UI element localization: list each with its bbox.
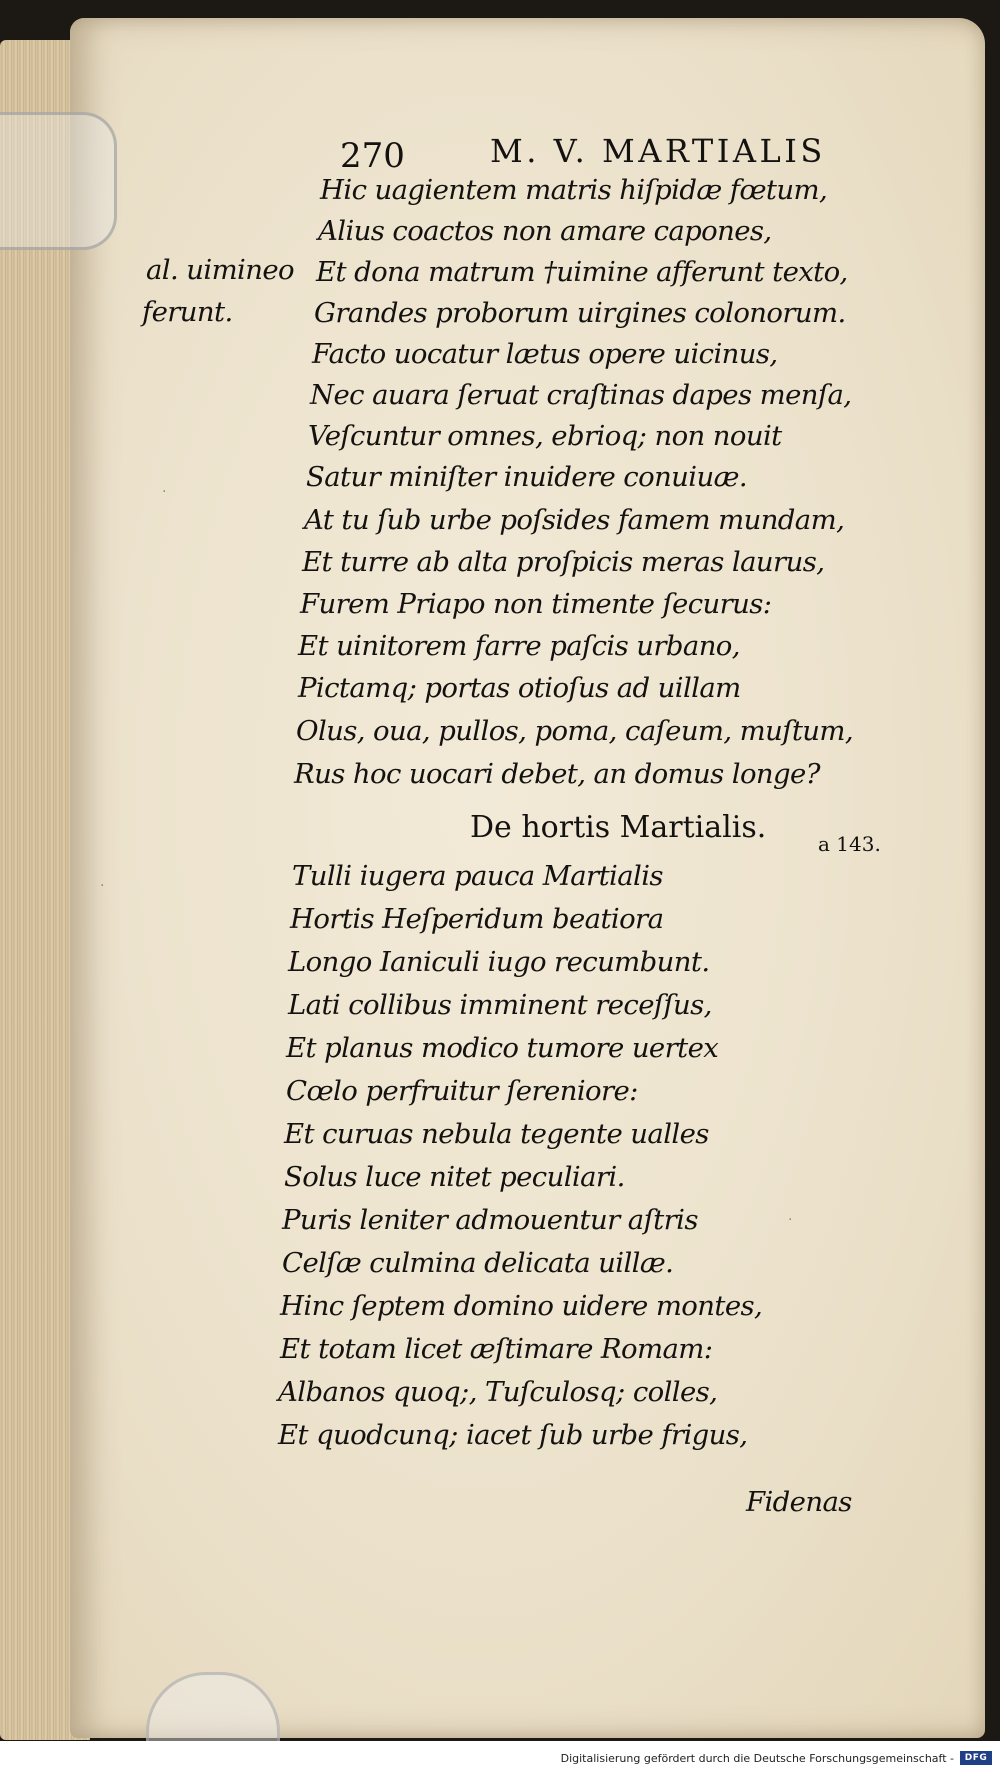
verse-line: Et turre ab alta proſpicis meras laurus, — [302, 546, 825, 578]
verse-line: Hic uagientem matris hiſpidæ fœtum, — [320, 174, 828, 206]
verse-line: Tulli iugera pauca Martialis — [292, 860, 663, 892]
verse-line: Cœlo perfruitur ſereniore: — [286, 1075, 638, 1107]
poem-title: De hortis Martialis. — [470, 810, 767, 845]
verse-line: Et planus modico tumore uertex — [286, 1032, 719, 1064]
verse-line: At tu ſub urbe poſsides famem mundam, — [304, 504, 845, 536]
verse-line: Rus hoc uocari debet, an domus longe? — [294, 758, 820, 790]
verse-line: Pictamq; portas otioſus ad uillam — [298, 672, 741, 704]
verse-line: Celſæ culmina delicata uillæ. — [282, 1247, 674, 1279]
verse-line: Veſcuntur omnes, ebrioq; non nouit — [308, 420, 782, 452]
page-number: 270 — [340, 136, 405, 176]
verse-line: Solus luce nitet peculiari. — [284, 1161, 625, 1193]
side-note: ferunt. — [142, 296, 233, 328]
verse-line: Hortis Heſperidum beatiora — [290, 903, 664, 935]
verse-line: Et quodcunq; iacet ſub urbe frigus, — [278, 1419, 748, 1451]
credit-bar — [0, 1741, 1000, 1771]
poem-number: a 143. — [818, 832, 881, 856]
verse-line: Lati collibus imminent receſſus, — [288, 989, 712, 1021]
verse-line: Alius coactos non amare capones, — [318, 215, 772, 247]
verse-line: Hinc ſeptem domino uidere montes, — [280, 1290, 763, 1322]
verse-line: Puris leniter admouentur aſtris — [282, 1204, 698, 1236]
stray-mark: · — [162, 484, 167, 500]
verse-line: Satur miniſter inuidere conuiuæ. — [306, 461, 747, 493]
funding-credit: Digitalisierung gefördert durch die Deutsche Forschungsgemeinschaft - — [560, 1752, 954, 1765]
page-clip — [0, 112, 117, 250]
verse-line: Furem Priapo non timente ſecurus: — [300, 588, 772, 620]
verse-line: Longo Ianiculi iugo recumbunt. — [288, 946, 710, 978]
verse-line: Olus, oua, pullos, poma, caſeum, muſtum, — [296, 715, 854, 747]
dfg-logo-icon: DFG — [960, 1751, 992, 1765]
running-head: M. V. MARTIALIS — [490, 132, 826, 170]
verse-line: Et dona matrum †uimine afferunt texto, — [316, 256, 848, 288]
book-page — [70, 18, 985, 1738]
verse-line: Albanos quoq;, Tuſculosq; colles, — [278, 1376, 718, 1408]
verse-line: Et curuas nebula tegente ualles — [284, 1118, 709, 1150]
catchword: Fidenas — [746, 1486, 852, 1518]
stray-mark: · — [100, 878, 105, 894]
verse-line: Et totam licet æſtimare Romam: — [280, 1333, 713, 1365]
verse-line: Nec auara ſeruat craſtinas dapes menſa, — [310, 379, 852, 411]
stray-mark: · — [788, 1212, 793, 1228]
verse-line: Grandes proborum uirgines colonorum. — [314, 297, 846, 329]
side-note: al. uimineo — [146, 254, 294, 286]
verse-line: Facto uocatur lætus opere uicinus, — [312, 338, 778, 370]
verse-line: Et uinitorem farre paſcis urbano, — [298, 630, 740, 662]
